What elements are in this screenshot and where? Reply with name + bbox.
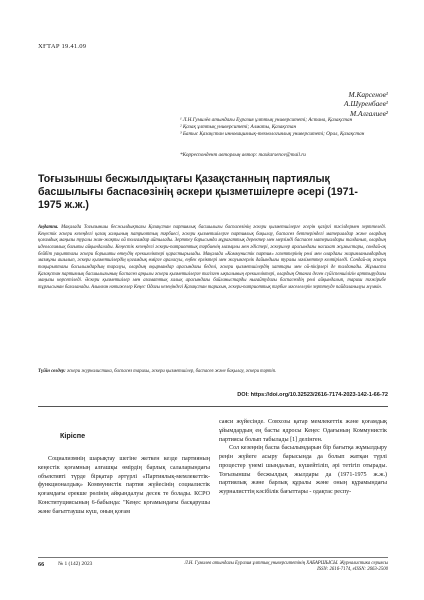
body-column-left [38, 455, 210, 516]
body-column-right [219, 418, 387, 497]
keywords-text: әскери журналистика, баспасөз тарихы, әскери қызметшілер, баспасөз және бақылау, әскери тәртіп. [66, 369, 277, 374]
classification-code: ХҒТАР 19.41.09 [38, 43, 87, 50]
abstract-text: Мақалада Тоғызыншы бесжылдықтағы Қазақстан партиялық басшылығы баспасөзінің әскери қызметшілерге әсерін қазіргі тәсілдермен зерттеледі. Кеңестік әскери кезеңдегі қазақ халқының патриоттық тәрбиесі, әскери қызметшілерге партиялық бақылау, баспасөз беттеріндегі материалдар және олардың қоғамдық маңызы туралы жан-жақты ой толғамдар айтылады. Зерттеу барысында мұрағаттық деректер мен мерзімді баспасөз материалдары талданып, олардың идеологиялық бағыты айқындалады. Кеңестік кезеңдегі әскери-патриоттық тәрбиенің мазмұны мен әдістері, әскерилер арасындағы насихат жұмыстары, сондай-ақ бейбіт уақыттағы әскери борышты өтеудің ерекшеліктері қарастырылады. Мақалада «Коммунистік партия» газеттерінің рөлі мен олардағы жарияланымдардың мазмұны ашылып, әскери қызметшілердің қоғамдық өмірге араласуы, еңбек ерліктері мен жауынгерлік дайындығы туралы мәліметтер келтіріледі. Сондай-ақ әскери тақырыптағы басылымдардың таралуы, олардың оқырмандар арасындағы беделі, әскери қызметшілердің хаттары мен ой-пікірлері де талданады. Жұмыста Қазақстан партиялық басшылығының баспасөз арқылы әскери қызметшілерге тигізген ықпалының ерекшеліктері, олардың Отанға деген сүйіспеншілігін арттырудағы маңызы көрсетіледі. Әскери қызметшілер мен азаматтық халық арасындағы байланыстарды нығайтудағы баспасөздің рөлі айқындалып, тарихи тәжірибе тұрғысынан бағаланады. Алынған нәтижелер Кеңес Одағы кезеңіндегі Қазақстан тарихын, әскери-патриоттық тәрбие мәселелерін зерттеуде пайдаланылуы мүмкін. [38, 225, 386, 290]
affiliations [180, 117, 388, 138]
keywords-label: Түйін сөздер: [38, 369, 66, 374]
affiliation-3: ³ Батыс Қазақстан инновациялық-технологиялық университеті; Орал, Қазақстан [180, 131, 365, 137]
author-2: А.Шуренбаев¹ [343, 99, 388, 109]
author-3: М.Алгалиев² [350, 108, 388, 118]
author-1: М.Карсенов¹ [348, 90, 388, 99]
footer-divider [38, 557, 388, 558]
paragraph: саяси жүйесінде. Совхозы қатар мемлекеттік және қоғамдық ұйымдардың ең басты ядросы Кеңес Одағының Коммунистік партиясы болып табылады [1] делінген. [219, 419, 387, 443]
affiliation-2: ² Қазақ ұлттық университеті; Алматы, Қазақстан [180, 124, 297, 130]
author-list [344, 90, 388, 118]
intro-heading: Кіріспе [60, 431, 86, 440]
doi-link[interactable]: DOI: https://doi.org/10.32523/2616-7174-2023-142-1-66-72 [237, 392, 388, 398]
journal-name: Л.Н. Гумилев атындағы Еуразия ұлттық университетінің ХАБАРШЫСЫ. Журналистика сериясы [184, 561, 388, 566]
abstract-label: Аңдатпа. [38, 225, 59, 230]
journal-info [148, 561, 388, 574]
section-divider [38, 406, 388, 407]
journal-issn: ISSN: 2616-7174, eISSN: 2663-2500 [317, 567, 388, 573]
page-number: 66 [38, 561, 45, 568]
paragraph: Сол кезеңнің баспа басылымдарын бір бағытқа жұмылдыру реңін жүйеге асыру барысында да болып жатқан түрлі процестер үнемі шындалып, күшейтіліп, әрі тетігіп отырады. Тоғызыншы бесжылдық жылдары да (1971-1975 ж.ж.) партиялық және барлық құралы және оның құрамындағы журналисттің кәсібілік бағыттары - одақтас респу- [219, 445, 387, 495]
affiliation-1: ¹ Л.Н.Гумилёв атындағы Еуразия ұлттық университеті; Астана, Қазақстан [180, 117, 353, 123]
issue-number: № 1 (142) 2023 [58, 561, 93, 567]
corresponding-email: *Корреспондент авторлың автор: maxkarsenov@mail.ru [180, 152, 306, 158]
abstract [38, 225, 386, 292]
keywords [38, 369, 386, 376]
paragraph: Социализмнің шарықтау шегіне жеткен кезде партияның кеңестік қоғамның алғашқы өмірдің барлық салаларындағы объективті түрде бірқатар әртүрлі «Партиялық-мемлекеттік-функционалдық» Коммунистік партия жүйесінің социалистік қоғамдағы ерекше рөлінің айқындалуы десек те болады. КСРО Конституциясының 6-бабында: "Кеңес қоғамындағы басқарушы және бағыттаушы күш, оның қоғам [38, 456, 210, 515]
paper-title: Тоғызыншы бесжылдықтағы Қазақстанның партиялық басшылығы баспасөзінің әскери қызметшілерге әсері (1971-1975 ж.ж.) [38, 173, 358, 212]
